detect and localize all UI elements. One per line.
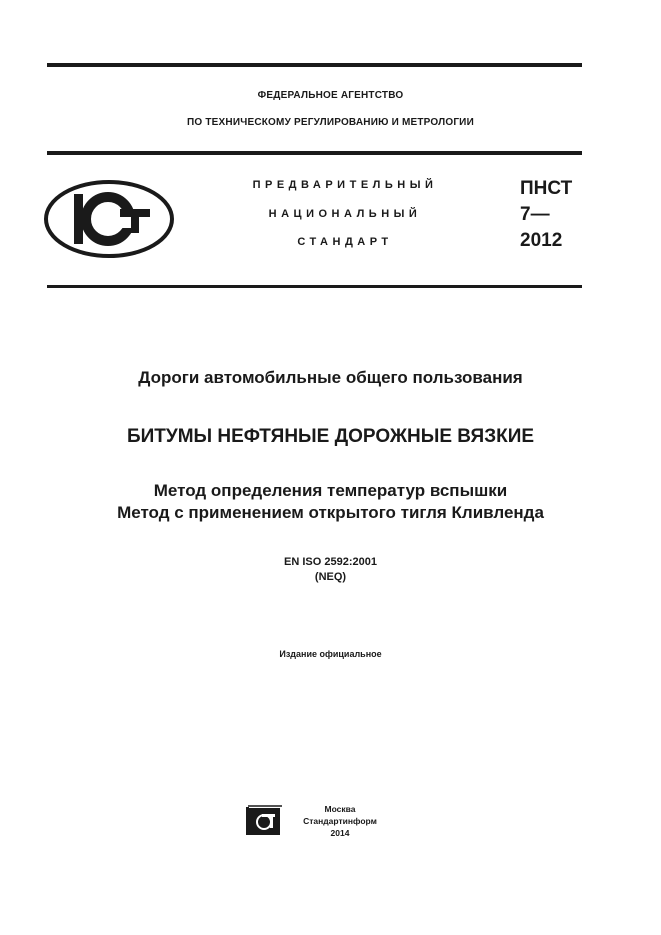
- standard-type-line-1: ПРЕДВАРИТЕЛЬНЫЙ: [252, 179, 438, 191]
- standard-type-line-2: НАЦИОНАЛЬНЫЙ: [268, 208, 422, 220]
- reference-equivalence: (NEQ): [314, 571, 347, 583]
- document-method-line-2: Метод с применением открытого тигля Кливленда: [117, 503, 544, 522]
- reference-standard: EN ISO 2592:2001: [284, 556, 377, 568]
- header-rule: [47, 151, 582, 155]
- publisher-info: [290, 803, 390, 839]
- document-title: БИТУМЫ НЕФТЯНЫЕ ДОРОЖНЫЕ ВЯЗКИЕ: [126, 426, 535, 447]
- publisher-logo-icon: [245, 804, 283, 841]
- standard-type-line-3: СТАНДАРТ: [297, 236, 393, 248]
- publisher-year: 2014: [330, 828, 350, 838]
- standard-rule: [47, 285, 582, 288]
- top-rule: [47, 63, 582, 67]
- document-subject: Дороги автомобильные общего пользования: [138, 368, 523, 387]
- standard-year: 2012: [520, 230, 563, 251]
- standard-code: ПНСТ: [520, 178, 573, 199]
- publisher-city: Москва: [324, 804, 356, 814]
- agency-line-2: ПО ТЕХНИЧЕСКОМУ РЕГУЛИРОВАНИЮ И МЕТРОЛОГИИ: [187, 117, 474, 128]
- standard-number: 7—: [520, 204, 550, 225]
- document-method-line-1: Метод определения температур вспышки: [153, 481, 508, 500]
- agency-line-1: ФЕДЕРАЛЬНОЕ АГЕНТСТВО: [257, 90, 404, 101]
- rst-logo-icon: [44, 180, 174, 263]
- publisher-name: Стандартинформ: [303, 816, 377, 826]
- edition-label: Издание официальное: [279, 649, 382, 659]
